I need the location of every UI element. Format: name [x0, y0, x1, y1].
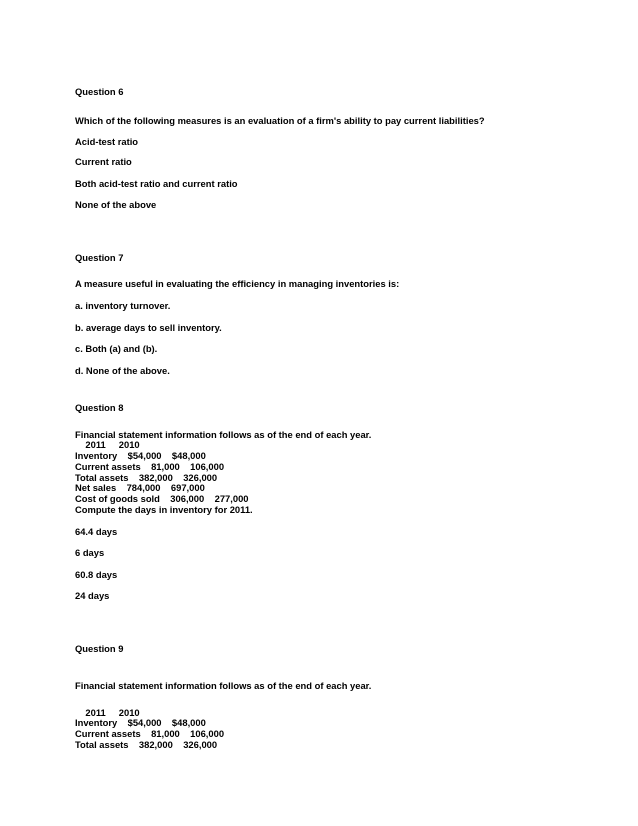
- question-6-option-4[interactable]: None of the above: [75, 199, 157, 210]
- question-6-option-1[interactable]: Acid-test ratio: [75, 136, 139, 147]
- question-7-prompt: A measure useful in evaluating the efficiency in managing inventories is:: [75, 278, 400, 289]
- question-8-row-net-sales: Net sales 784,000 697,000: [75, 482, 205, 493]
- question-8-option-4[interactable]: 24 days: [75, 590, 110, 601]
- question-8-compute-line: Compute the days in inventory for 2011.: [75, 504, 253, 515]
- question-6-option-3[interactable]: Both acid-test ratio and current ratio: [75, 178, 238, 189]
- question-7-option-d[interactable]: d. None of the above.: [75, 365, 170, 376]
- question-8-option-1[interactable]: 64.4 days: [75, 526, 118, 537]
- question-8-option-2[interactable]: 6 days: [75, 547, 105, 558]
- question-8-option-3[interactable]: 60.8 days: [75, 569, 118, 580]
- question-7-title: Question 7: [75, 252, 124, 263]
- question-7-option-c[interactable]: c. Both (a) and (b).: [75, 343, 158, 354]
- question-9-title: Question 9: [75, 643, 124, 654]
- question-7-option-a[interactable]: a. inventory turnover.: [75, 300, 171, 311]
- question-8-row-cogs: Cost of goods sold 306,000 277,000: [75, 493, 249, 504]
- question-8-row-current-assets: Current assets 81,000 106,000: [75, 461, 225, 472]
- question-9-row-inventory: Inventory $54,000 $48,000: [75, 717, 206, 728]
- question-8-row-inventory: Inventory $54,000 $48,000: [75, 450, 206, 461]
- question-8-prompt-line: Financial statement information follows as of the end of each year.: [75, 429, 372, 440]
- question-8-title: Question 8: [75, 402, 124, 413]
- question-6-option-2[interactable]: Current ratio: [75, 156, 132, 167]
- question-7-option-b[interactable]: b. average days to sell inventory.: [75, 322, 222, 333]
- question-6-prompt: Which of the following measures is an evaluation of a firm's ability to pay current liabilities?: [75, 115, 485, 126]
- question-9-prompt: Financial statement information follows as of the end of each year.: [75, 680, 372, 691]
- question-9-table-header: 2011 2010: [75, 707, 140, 718]
- question-6-title: Question 6: [75, 86, 124, 97]
- question-9-row-current-assets: Current assets 81,000 106,000: [75, 728, 225, 739]
- question-8-row-total-assets: Total assets 382,000 326,000: [75, 472, 218, 483]
- question-8-table-header: 2011 2010: [75, 439, 140, 450]
- question-9-row-total-assets: Total assets 382,000 326,000: [75, 739, 218, 750]
